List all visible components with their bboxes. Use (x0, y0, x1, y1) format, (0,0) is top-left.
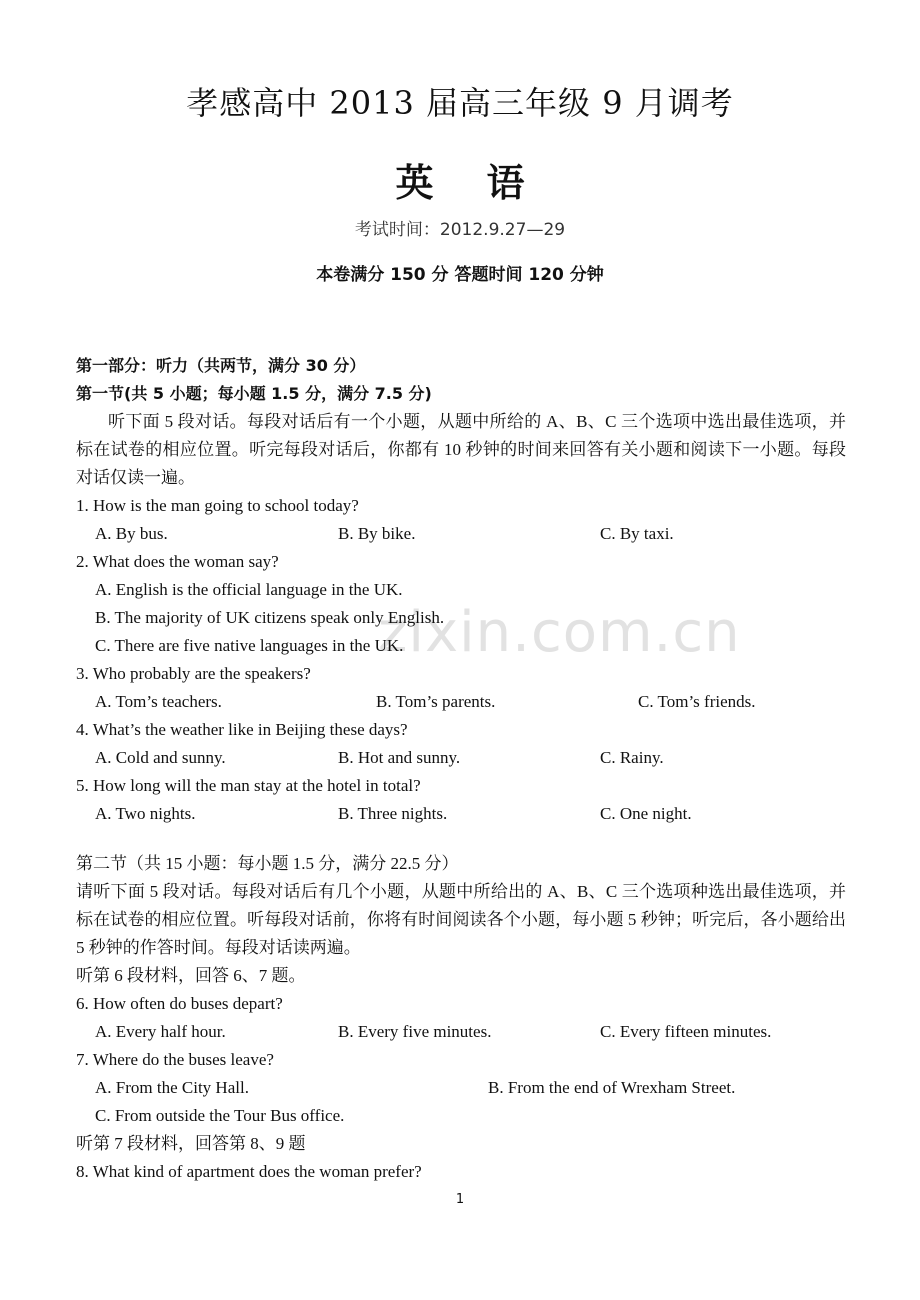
exam-title: 孝感高中 2013 届高三年级 9 月调考 (186, 84, 734, 122)
part1-heading: 第一部分：听力（共两节，满分 30 分） (76, 356, 366, 375)
option-c: C. Rainy. (600, 748, 664, 767)
option-b: B. Hot and sunny. (338, 748, 461, 767)
question-2: 2. What does the woman say? (76, 552, 279, 571)
option-b: B. Three nights. (338, 804, 448, 823)
option-b: B. The majority of UK citizens speak only English. (95, 608, 445, 627)
question-8: 8. What kind of apartment does the woman prefer? (76, 1162, 422, 1181)
options-7 (76, 1074, 846, 1102)
subject-title: 英 语 (395, 161, 525, 205)
material-7: 听第 7 段材料，回答第 8、9 题 (76, 1134, 306, 1153)
material-6: 听第 6 段材料，回答 6、7 题。 (76, 966, 306, 985)
option-c: C. By taxi. (600, 524, 674, 543)
option-a: A. Cold and sunny. (95, 748, 226, 767)
option-c: C. There are five native languages in the UK. (95, 636, 404, 655)
option-a: A. English is the official language in the UK. (95, 580, 403, 599)
options-3 (76, 688, 846, 716)
option-b: B. Every five minutes. (338, 1022, 492, 1041)
exam-content (76, 352, 846, 1186)
option-b: B. By bike. (338, 524, 416, 543)
page-number: 1 (455, 1192, 465, 1207)
option-c: C. Every fifteen minutes. (600, 1022, 772, 1041)
question-5: 5. How long will the man stay at the hotel in total? (76, 776, 421, 795)
options-1 (76, 520, 846, 548)
option-b: B. From the end of Wrexham Street. (488, 1078, 736, 1097)
option-c: C. One night. (600, 804, 692, 823)
section1-instructions: 听下面 5 段对话。每段对话后有一个小题，从题中所给的 A、B、C 三个选项中选出最佳选项，并标在试卷的相应位置。听完每段对话后，你都有 10 秒钟的时间来回答有关小题和阅读下一小题。每段对话仅读一遍。 (76, 412, 846, 487)
option-c: C. Tom’s friends. (638, 692, 756, 711)
exam-time: 考试时间：2012.9.27—29 (354, 220, 566, 240)
option-a: A. Tom’s teachers. (95, 692, 222, 711)
question-3: 3. Who probably are the speakers? (76, 664, 311, 683)
question-4: 4. What’s the weather like in Beijing these days? (76, 720, 408, 739)
watermark: zixin.com.cn (378, 600, 741, 665)
question-1: 1. How is the man going to school today? (76, 496, 359, 515)
option-a: A. Two nights. (95, 804, 196, 823)
question-6: 6. How often do buses depart? (76, 994, 283, 1013)
section2-instructions: 请听下面 5 段对话。每段对话后有几个小题，从题中所给出的 A、B、C 三个选项种选出最佳选项，并标在试卷的相应位置。听每段对话前，你将有时间阅读各个小题，每小题 5 秒钟；听完后，各小题给出 5 秒钟的作答时间。每段对话读两遍。 (76, 882, 846, 957)
option-a: A. By bus. (95, 524, 168, 543)
score-line: 本卷满分 150 分 答题时间 120 分钟 (316, 265, 604, 285)
options-4 (76, 744, 846, 772)
option-c: C. From outside the Tour Bus office. (95, 1106, 345, 1125)
option-b: B. Tom’s parents. (376, 692, 496, 711)
section2-heading: 第二节（共 15 小题：每小题 1.5 分，满分 22.5 分） (76, 854, 459, 873)
option-a: A. Every half hour. (95, 1022, 226, 1041)
options-6 (76, 1018, 846, 1046)
option-a: A. From the City Hall. (95, 1078, 249, 1097)
section1-heading: 第一节(共 5 小题；每小题 1.5 分，满分 7.5 分) (76, 384, 432, 403)
options-5 (76, 800, 846, 828)
question-7: 7. Where do the buses leave? (76, 1050, 274, 1069)
